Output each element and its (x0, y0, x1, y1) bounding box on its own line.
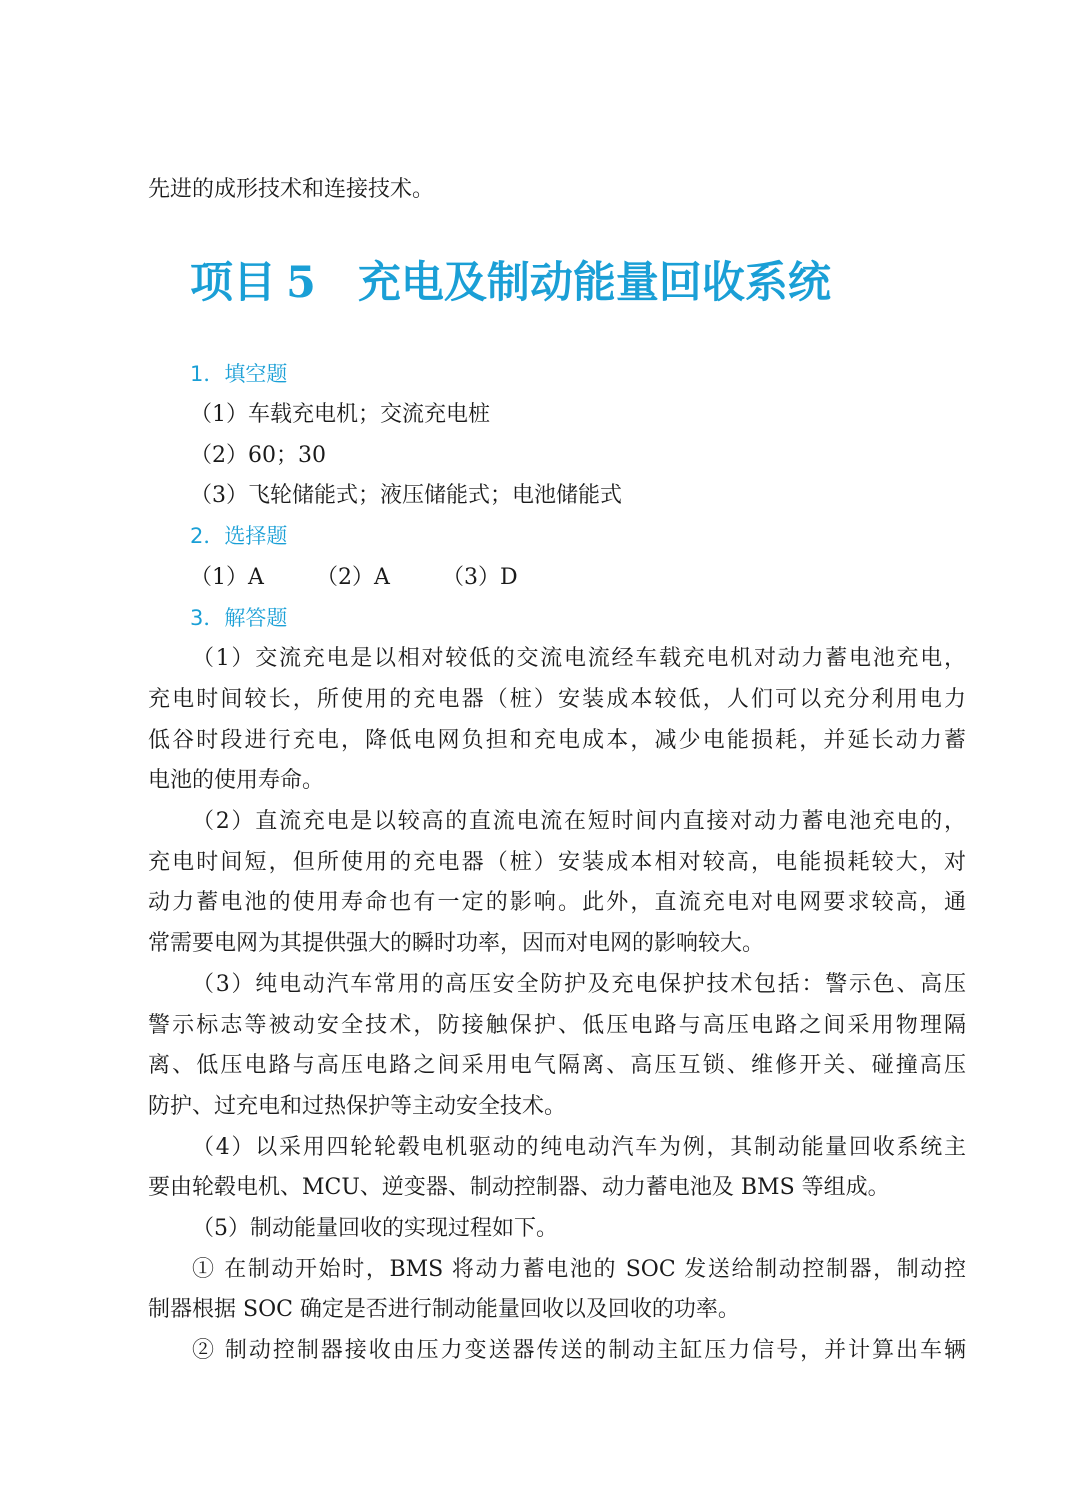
project-title: 充电及制动能量回收系统 (357, 258, 831, 308)
choice-answer-1: （1）A (190, 565, 264, 590)
answer-3-line-4: 防护、过充电和过热保护等主动安全技术。 (148, 1094, 567, 1119)
answer-1-line-4: 电池的使用寿命。 (148, 768, 325, 793)
step-1-line-1: ① 在制动开始时，BMS 将动力蓄电池的 SOC 发送给制动控制器，制动控 (192, 1257, 966, 1282)
step-2-line-1: ② 制动控制器接收由压力变送器传送的制动主缸压力信号，并计算出车辆 (192, 1338, 966, 1363)
answer-3-line-1: （3）纯电动汽车常用的高压安全防护及充电保护技术包括：警示色、高压 (192, 972, 966, 997)
answer-2-line-3: 动力蓄电池的使用寿命也有一定的影响。此外，直流充电对电网要求较高，通 (148, 890, 966, 915)
answer-2-line-4: 常需要电网为其提供强大的瞬时功率，因而对电网的影响较大。 (148, 931, 765, 956)
fill-blank-answer-2: （2）60；30 (190, 443, 326, 468)
fill-blank-answer-3: （3）飞轮储能式；液压储能式；电池储能式 (190, 483, 622, 508)
section-title-choice: 2．选择题 (190, 524, 288, 548)
project-number: 5 (286, 258, 316, 308)
choice-answers (190, 564, 518, 592)
answer-1-line-1: （1）交流充电是以相对较低的交流电流经车载充电机对动力蓄电池充电， (192, 646, 966, 671)
answer-3-line-3: 离、低压电路与高压电路之间采用电气隔离、高压互锁、维修开关、碰撞高压 (148, 1053, 966, 1078)
answer-4-line-2: 要由轮毂电机、MCU、逆变器、制动控制器、动力蓄电池及 BMS 等组成。 (148, 1175, 890, 1200)
section-title-short-answer: 3．解答题 (190, 606, 288, 630)
fill-blank-answer-1: （1）车载充电机；交流充电桩 (190, 402, 490, 427)
answer-1-line-2: 充电时间较长，所使用的充电器（桩）安装成本较低，人们可以充分利用电力 (148, 687, 966, 712)
choice-answer-3: （3）D (442, 565, 518, 590)
intro-line: 先进的成形技术和连接技术。 (148, 177, 435, 202)
answer-4-line-1: （4）以采用四轮轮毂电机驱动的纯电动汽车为例，其制动能量回收系统主 (192, 1135, 966, 1160)
project-heading (190, 254, 831, 312)
answer-2-line-1: （2）直流充电是以较高的直流电流在短时间内直接对动力蓄电池充电的， (192, 809, 966, 834)
answer-5-line-1: （5）制动能量回收的实现过程如下。 (192, 1216, 558, 1241)
answer-3-line-2: 警示标志等被动安全技术，防接触保护、低压电路与高压电路之间采用物理隔 (148, 1013, 966, 1038)
step-1-line-2: 制器根据 SOC 确定是否进行制动能量回收以及回收的功率。 (148, 1297, 740, 1322)
section-title-fill-blank: 1．填空题 (190, 362, 288, 386)
answer-1-line-3: 低谷时段进行充电，降低电网负担和充电成本，减少电能损耗，并延长动力蓄 (148, 728, 966, 753)
project-label: 项目 (190, 258, 276, 308)
choice-answer-2: （2）A (316, 565, 390, 590)
answer-2-line-2: 充电时间短，但所使用的充电器（桩）安装成本相对较高，电能损耗较大，对 (148, 850, 966, 875)
